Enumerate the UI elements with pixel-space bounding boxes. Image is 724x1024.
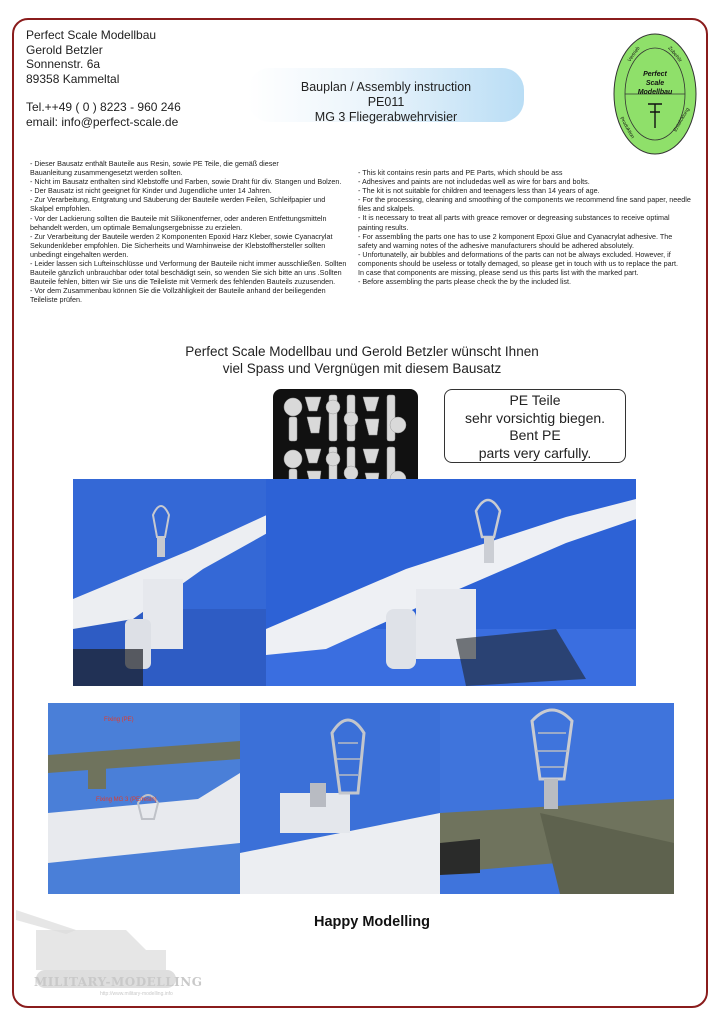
- photo-mg3-left-image: [73, 479, 271, 686]
- instruction-line: - This kit contains resin parts and PE Parts, which should be ass: [358, 168, 563, 177]
- happy-modelling: Happy Modelling: [314, 914, 430, 930]
- instruction-line: - Vor der Lackierung sollten die Bauteile mit Silikonentferner, oder anderen Entfettungsmitteln: [30, 213, 327, 223]
- instruction-line: - For assembling the parts one has to use 2 komponent Epoxi Glue and Cyanacrylat adhesive. The: [358, 231, 673, 241]
- instructions-english: [358, 168, 698, 286]
- instruction-line: Teileliste prüfen.: [30, 295, 82, 305]
- photo-mg3-right-image: [266, 479, 636, 686]
- svg-text:Vertrieb: Vertrieb: [626, 45, 642, 64]
- note-line-3: Bent PE: [509, 427, 561, 443]
- title-banner: [248, 68, 524, 122]
- greeting-line-2: viel Spass und Vergnügen mit diesem Bausatz: [222, 361, 502, 376]
- instruction-line: - Nicht im Bausatz enthalten sind Klebstoffe und Farben, sowie Draht für div. Stangen und Bolzen.: [30, 177, 342, 187]
- note-line-1: PE Teile: [509, 392, 561, 408]
- photo-label-2: Fixing MG 3 (PE/resin): [96, 797, 157, 803]
- svg-text:Produktion: Produktion: [618, 116, 636, 140]
- instruction-line: - Adhesives and paints are not includedas well as wire for bars and bolts.: [358, 177, 590, 187]
- photo-fixing: [48, 703, 240, 894]
- instruction-line: Bauanleitung zusammengesetzt werden sollten.: [30, 168, 183, 178]
- instruction-line: - The kit is not suitable for children and teenagers less than 14 years of age.: [358, 186, 600, 196]
- note-line-4: parts very carfully.: [478, 444, 592, 461]
- instruction-line: Bauteile gänzlich unbrauchbar oder total beschädigt sein, so wenden Sie sich bitte an uns .Sollten: [30, 268, 342, 278]
- instruction-line: safety and warning notes of the adhesive manufacturers should be adhered absolutely.: [358, 240, 634, 250]
- photo-mg3-left: [73, 479, 271, 686]
- phone: Tel.++49 ( 0 ) 8223 - 960 246: [26, 100, 181, 114]
- svg-text:Entwicklung: Entwicklung: [672, 106, 692, 133]
- instruction-line: behandelt werden, um optimale Bemalungsergebnisse zu erzielen.: [30, 222, 243, 232]
- title-line-2: PE011: [367, 95, 405, 109]
- svg-text:Zubehör: Zubehör: [666, 45, 684, 64]
- instruction-line: components should be useless or totally demaged, so please get in touch with us to replace the part.: [358, 258, 679, 268]
- svg-text:Modellbau: Modellbau: [637, 89, 673, 96]
- watermark-text: MILITARY-MODELLING: [34, 975, 203, 989]
- watermark-url: http://www.military-modelling.info: [100, 991, 173, 997]
- instruction-line: - For the processing, cleaning and smoothing of the components we recommend fine sand paper, needle: [358, 195, 691, 205]
- instruction-line: - Vor dem Zusammenbau können Sie die Vollzähligkeit der Bauteile anhand der beiliegenden: [30, 286, 326, 296]
- photo-sight-mounted: [440, 703, 674, 894]
- photo-sight-closeup-image: [240, 703, 440, 894]
- instruction-line: Sekundenkleber empfohlen. Die Sicherheits und Warnhinweise der Klebstoffhersteller sollten: [30, 240, 326, 250]
- svg-text:Perfect: Perfect: [643, 71, 667, 78]
- title-line-1: Bauplan / Assembly instruction: [300, 80, 472, 94]
- photo-sight-mounted-image: [440, 703, 674, 894]
- company-name: Perfect Scale Modellbau: [26, 28, 157, 42]
- street: Sonnenstr. 6a: [26, 57, 101, 71]
- instruction-line: In case that components are missing, please send us this parts list with the marked part.: [358, 268, 639, 278]
- greeting: [0, 343, 724, 377]
- pe-handling-note: [444, 389, 626, 463]
- instruction-line: - Unfortunatelly, air bubbles and deformations of the parts can not be always excluded. However, if: [358, 249, 671, 259]
- instruction-line: Skalpel empfohlen.: [30, 204, 92, 214]
- address-block: [26, 28, 181, 129]
- photo-sight-closeup: [240, 703, 440, 894]
- note-line-2: sehr vorsichtig biegen.: [464, 409, 606, 426]
- svg-text:Scale: Scale: [645, 80, 665, 87]
- title-line-3: MG 3 Fliegerabwehrvisier: [314, 110, 458, 124]
- instruction-line: - Dieser Bausatz enthält Bauteile aus Resin, sowie PE Teile, die gemäß dieser: [30, 159, 279, 168]
- instruction-line: - Leider lassen sich Lufteinschlüsse und Verformung der Bauteile nicht immer ausschließen. Sollten: [30, 259, 347, 269]
- instruction-line: files and skalpels.: [358, 204, 415, 214]
- instructions-german: [30, 159, 350, 305]
- person-name: Gerold Betzler: [26, 42, 103, 57]
- instruction-line: - It is necessary to treat all parts with greace remover or degreasing substances to receive optimal: [358, 213, 670, 223]
- company-logo: [612, 32, 698, 156]
- photo-label-1: Fixing (PE): [104, 717, 134, 723]
- photo-mg3-right: [266, 479, 636, 686]
- instruction-line: - Zur Verarbeitung der Bauteile werden 2 Komponenten Epoxid Harz Kleber, sowie Cyanacrylat: [30, 231, 333, 241]
- instruction-line: unbedingt eingehalten werden.: [30, 249, 129, 259]
- greeting-line-1: Perfect Scale Modellbau und Gerold Betzler wünscht Ihnen: [185, 344, 539, 359]
- instruction-line: - Der Bausatz ist nicht geeignet für Kinder und Jugendliche unter 14 Jahren.: [30, 186, 272, 196]
- email[interactable]: email: info@perfect-scale.de: [26, 114, 179, 129]
- instruction-line: painting results.: [358, 222, 409, 232]
- instruction-line: Bauteile fehlen, bitten wir Sie uns die Teileliste mit Vermerk des fehlenden Bauteils zuzusenden.: [30, 277, 336, 287]
- instruction-line: - Before assembling the parts please check the by the included list.: [358, 277, 571, 287]
- city: 89358 Kammeltal: [26, 71, 120, 86]
- instruction-line: - Zur Verarbeitung, Entgratung und Säuberung der Bauteile werden Feilen, Schleifpapier und: [30, 195, 326, 205]
